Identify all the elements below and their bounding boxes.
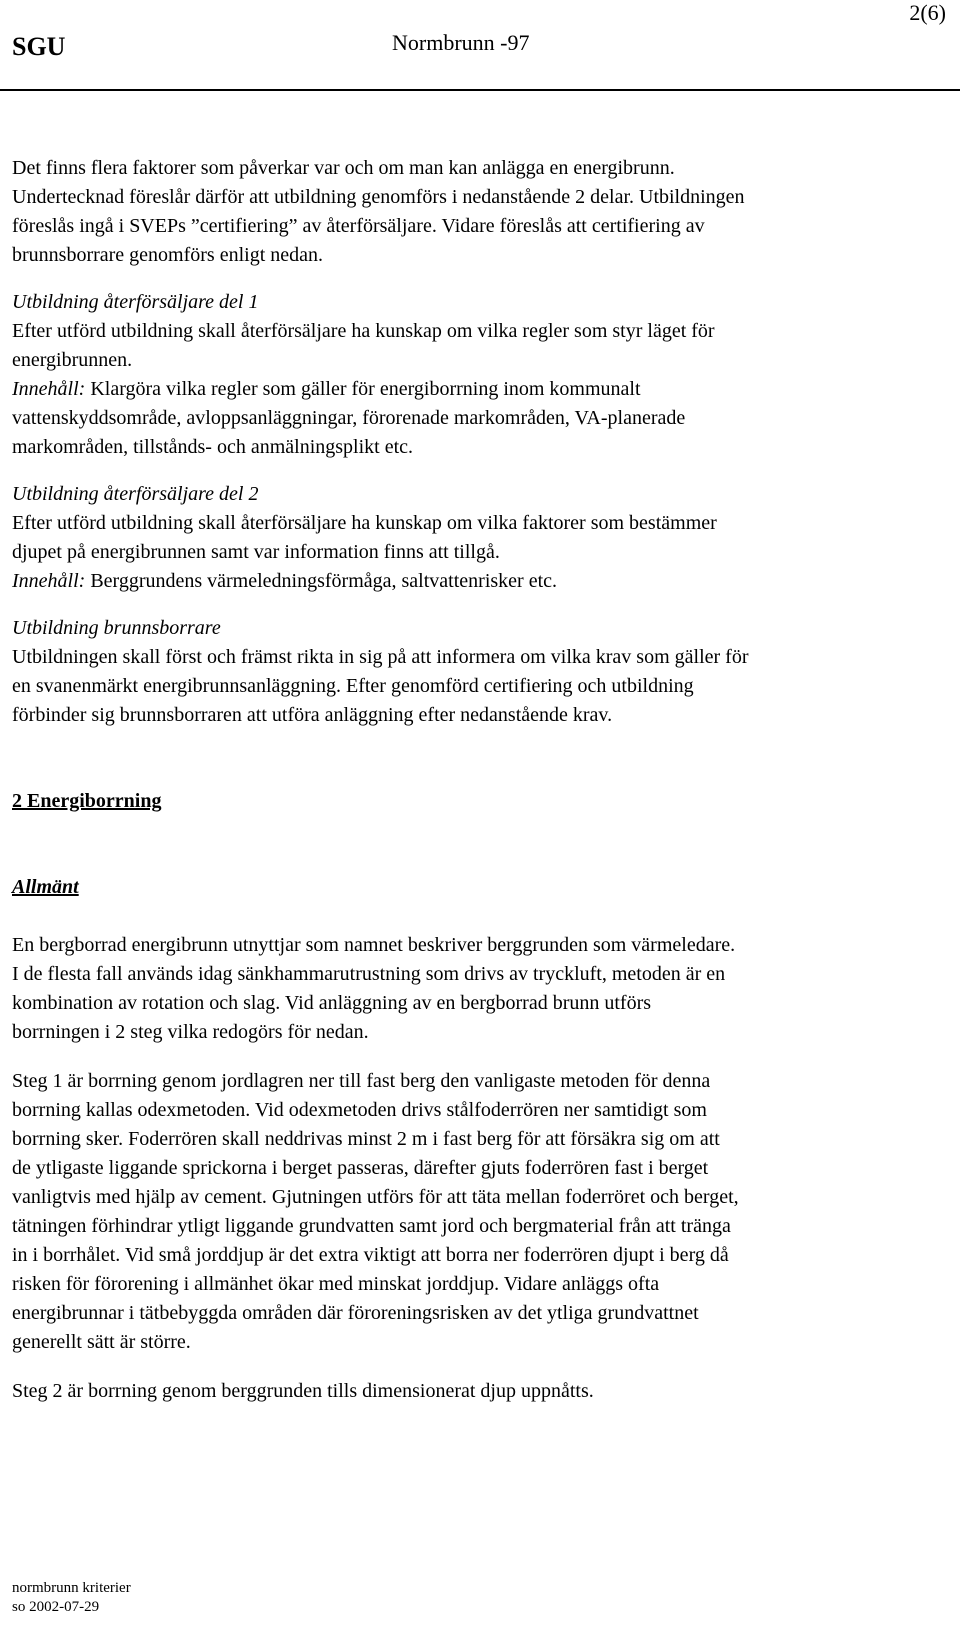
organization-name: SGU (12, 32, 66, 61)
header-divider (0, 89, 960, 91)
intro-paragraph (12, 154, 952, 270)
text-line: energibrunnen. (12, 349, 133, 371)
text-line: vattenskyddsområde, avloppsanläggningar, förorenade markområden, VA-planerade (12, 407, 686, 429)
text-line: En bergborrad energibrunn utnyttjar som namnet beskriver berggrunden som värmeledare. (12, 934, 736, 956)
document-body (12, 154, 952, 1406)
section-subheading: Allmänt (12, 876, 79, 898)
text-line: Utbildningen skall först och främst rikta in sig på att informera om vilka krav som gäller för (12, 646, 749, 668)
content-line (12, 567, 952, 596)
driller-heading: Utbildning brunnsborrare (12, 617, 221, 639)
text-line: generellt sätt är större. (12, 1331, 191, 1353)
general-paragraph-1 (12, 931, 952, 1047)
part1-heading: Utbildning återförsäljare del 1 (12, 291, 259, 313)
footer-line: so 2002-07-29 (12, 1599, 100, 1615)
text-line: markområden, tillstånds- och anmälningsplikt etc. (12, 436, 414, 458)
document-title: Normbrunn -97 (392, 30, 530, 55)
content-label: Innehåll: (12, 378, 86, 400)
general-paragraph-2 (12, 1067, 952, 1357)
page-header (0, 28, 960, 64)
driller-block (12, 614, 952, 730)
text-line: borrning sker. Foderrören skall neddrivas minst 2 m i fast berg för att försäkra sig om att (12, 1128, 720, 1150)
text-line: borrningen i 2 steg vilka redogörs för nedan. (12, 1021, 369, 1043)
footer-line: normbrunn kriterier (12, 1580, 131, 1596)
text-line: en svanenmärkt energibrunnsanläggning. Efter genomförd certifiering och utbildning (12, 675, 694, 697)
text-line: föreslås ingå i SVEPs ”certifiering” av återförsäljare. Vidare föreslås att certifiering av (12, 215, 705, 237)
text-line: Det finns flera faktorer som påverkar var och om man kan anlägga en energibrunn. (12, 157, 675, 179)
section-heading: 2 Energiborrning (12, 790, 162, 812)
text-line: in i borrhålet. Vid små jorddjup är det extra viktigt att borra ner foderrören djupt i berg då (12, 1244, 729, 1266)
content-label: Innehåll: (12, 570, 86, 592)
text-line: Efter utförd utbildning skall återförsäljare ha kunskap om vilka faktorer som bestämmer (12, 512, 717, 534)
part2-block (12, 480, 952, 596)
text-line: de ytligaste liggande sprickorna i berget passeras, därefter gjuts foderrören fast i berget (12, 1157, 709, 1179)
general-paragraph-3: Steg 2 är borrning genom berggrunden tills dimensionerat djup uppnåtts. (12, 1380, 594, 1402)
text-line: förbinder sig brunnsborraren att utföra anläggning efter nedanstående krav. (12, 704, 613, 726)
text-line: tätningen förhindrar ytligt liggande grundvatten samt jord och bergmaterial från att tränga (12, 1215, 731, 1237)
content-text: Berggrundens värmeledningsförmåga, saltvattenrisker etc. (85, 570, 558, 592)
text-line: borrning kallas odexmetoden. Vid odexmetoden drivs stålfoderrören ner samtidigt som (12, 1099, 707, 1121)
text-line: Efter utförd utbildning skall återförsäljare ha kunskap om vilka regler som styr läget för (12, 320, 715, 342)
text-line: Undertecknad föreslår därför att utbildning genomförs i nedanstående 2 delar. Utbildningen (12, 186, 745, 208)
page-number: 2(6) (909, 0, 946, 25)
text-line: djupet på energibrunnen samt var information finns att tillgå. (12, 541, 500, 563)
content-line (12, 375, 952, 404)
text-line: I de flesta fall används idag sänkhammarutrustning som drivs av tryckluft, metoden är en (12, 963, 726, 985)
part1-block (12, 288, 952, 462)
text-line: brunnsborrare genomförs enligt nedan. (12, 244, 324, 266)
text-line: risken för förorening i allmänhet ökar med minskat jorddjup. Vidare anläggs ofta (12, 1273, 660, 1295)
text-line: kombination av rotation och slag. Vid anläggning av en bergborrad brunn utförs (12, 992, 652, 1014)
text-line: vanligtvis med hjälp av cement. Gjutningen utförs för att täta mellan foderröret och berget, (12, 1186, 739, 1208)
text-line: energibrunnar i tätbebyggda områden där föroreningsrisken av det ytliga grundvattnet (12, 1302, 699, 1324)
part2-heading: Utbildning återförsäljare del 2 (12, 483, 259, 505)
page-footer (12, 1579, 131, 1617)
content-text: Klargöra vilka regler som gäller för energiborrning inom kommunalt (85, 378, 641, 400)
text-line: Steg 1 är borrning genom jordlagren ner till fast berg den vanligaste metoden för denna (12, 1070, 711, 1092)
